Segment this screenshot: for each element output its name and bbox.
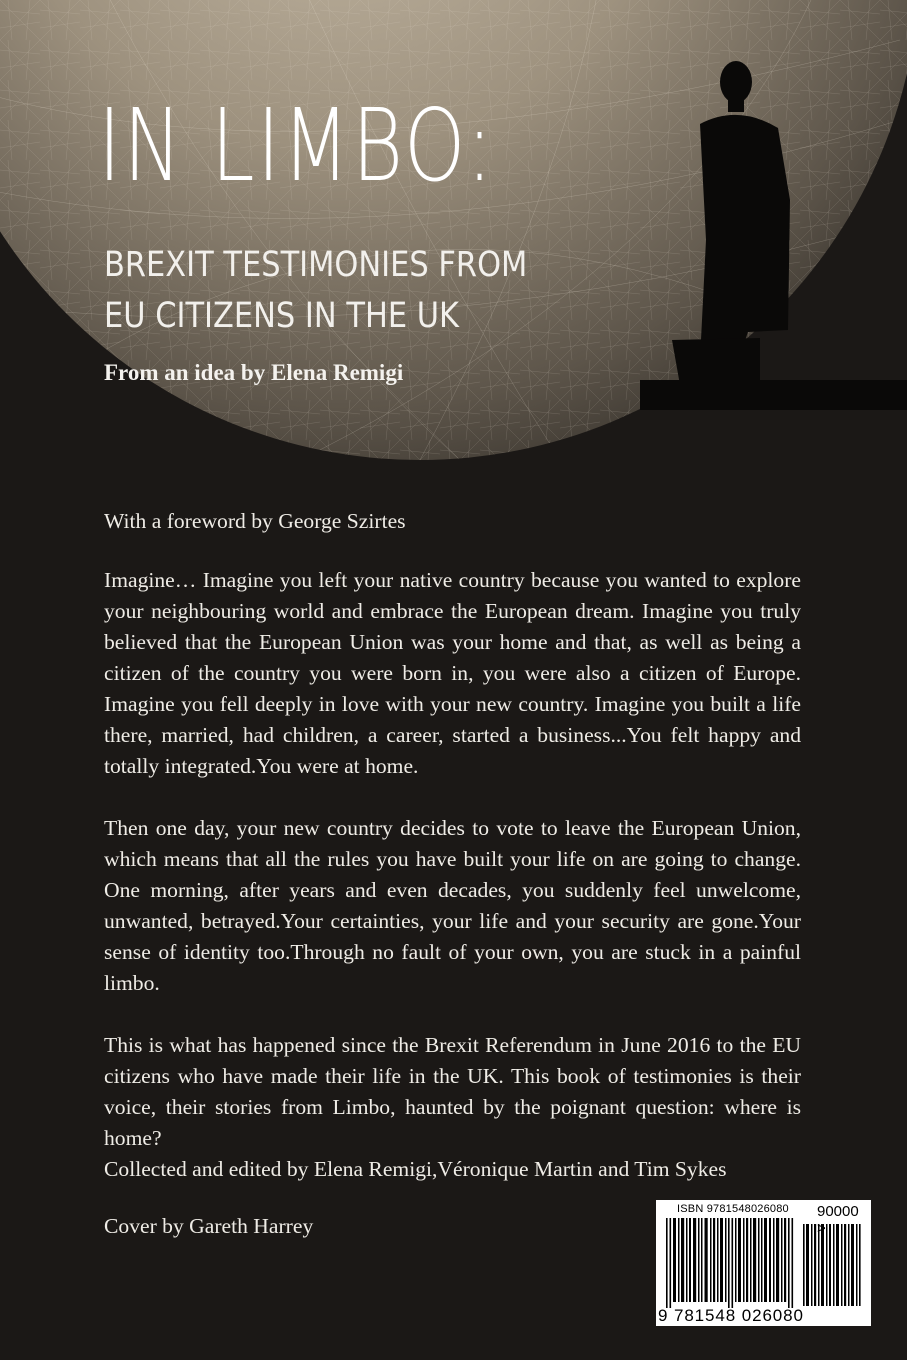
editors-credit: Collected and edited by Elena Remigi,Véronique Martin and Tim Sykes xyxy=(104,1157,727,1181)
idea-credit: From an idea by Elena Remigi xyxy=(104,360,404,385)
book-title: IN LIMBO: xyxy=(98,87,495,204)
cover-artist-credit: Cover by Gareth Harrey xyxy=(104,1214,314,1238)
blurb-paragraph-vote: Then one day, your new country decides to vote to leave the European Union, which means that all the rules you have built your life on are going to change. One morning, after years and even decades, you suddenly feel unwelcome, unwanted, betrayed.Your certainties, your life and your security are gone.Your sense of identity too.Through no fault of your own, you are stuck in a painful limbo. xyxy=(104,816,801,995)
blurb-paragraph-testimonies: This is what has happened since the Brexit Referendum in June 2016 to the EU citizens who have made their life in the UK. This book of testimonies is their voice, their stories from Limbo, haunted by the poignant question: where is home? xyxy=(104,1033,801,1150)
subtitle-line-2: EU CITIZENS IN THE UK xyxy=(104,296,460,336)
isbn-barcode xyxy=(656,1200,871,1326)
book-subtitle xyxy=(104,240,527,342)
blurb-paragraph-imagine: Imagine… Imagine you left your native country because you wanted to explore your neighbouring world and embrace the European dream. Imagine you truly believed that the European Union was your home and that, as well as being a citizen of the country you were born in, you were also a citizen of Europe. Imagine you fell deeply in love with your new country. Imagine you built a life there, married, had children, a career, started a business...You felt happy and totally integrated.You were at home. xyxy=(104,568,801,778)
price-code: 90000 > xyxy=(817,1203,859,1237)
foreword-credit: With a foreword by George Szirtes xyxy=(104,509,406,533)
isbn-label: ISBN 9781548026080 xyxy=(677,1203,789,1215)
barcode-digits: 9 781548 026080 xyxy=(658,1306,804,1325)
subtitle-line-1: BREXIT TESTIMONIES FROM xyxy=(104,245,528,285)
